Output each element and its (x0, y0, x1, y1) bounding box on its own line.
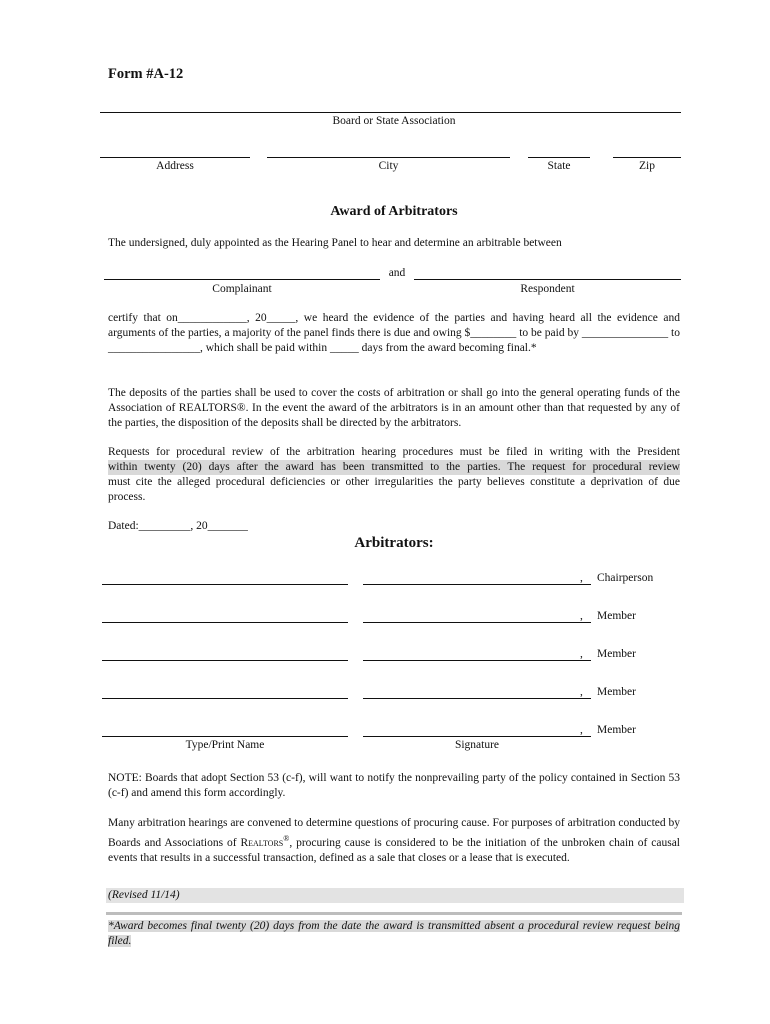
complainant-line[interactable] (104, 279, 380, 280)
form-number: Form #A-12 (108, 66, 184, 82)
dated-field: Dated:_________, 20_______ (108, 520, 248, 532)
deposits-paragraph: The deposits of the parties shall be used to cover the costs of arbitration or shall go into the general operating funds of the Association of REALTORS®. In the event the award of the arbitrators is in an amount other than that requested by any of the parties, the disposition of the deposits shall be directed by the arbitrators. (108, 387, 680, 429)
signature-label: Signature (454, 739, 500, 751)
procuring-text-2: , procuring cause is considered to be the initiation of the unbroken chain of causal events that results in a successful transaction, defined as a sale that closes or a lease that is executed. (108, 836, 680, 864)
procuring-cause-paragraph (108, 816, 680, 866)
footnote-divider (106, 912, 682, 915)
print-name-line[interactable] (102, 698, 348, 699)
registered-mark: ® (283, 834, 290, 843)
comma: , (580, 572, 583, 584)
arbitrators-title: Arbitrators: (354, 535, 434, 551)
print-name-line[interactable] (102, 736, 348, 737)
state-label: State (547, 160, 571, 172)
zip-line[interactable] (613, 157, 681, 158)
respondent-label: Respondent (520, 283, 575, 295)
role-member: Member (597, 724, 636, 736)
comma: , (580, 610, 583, 622)
realtors-mark: Realtors (240, 836, 284, 849)
review-rest: must cite the alleged procedural deficiencies or other irregularities the party believes constitute a deprivation of due process. (108, 476, 680, 503)
procuring-text-1: Many arbitration hearings are convened to determine questions of procuring cause. For purposes of arbitration conducted by Boards and Associations of (108, 817, 680, 849)
address-label: Address (156, 160, 194, 172)
print-name-line[interactable] (102, 660, 348, 661)
review-line-1: Requests for procedural review of the arbitration hearing procedures must be filed in writing with the President (108, 446, 680, 458)
comma: , (580, 648, 583, 660)
role-chairperson: Chairperson (597, 572, 654, 584)
board-association-line[interactable] (100, 112, 681, 113)
address-line[interactable] (100, 157, 250, 158)
note-paragraph: NOTE: Boards that adopt Section 53 (c-f), will want to notify the nonprevailing party of the policy contained in Section 53 (c-f) and amend this form accordingly. (108, 772, 680, 799)
footnote-text: *Award becomes final twenty (20) days from the date the award is transmitted absent a procedural review request being filed. (108, 920, 680, 947)
board-association-label: Board or State Association (332, 115, 456, 127)
role-member: Member (597, 648, 636, 660)
city-label: City (378, 160, 399, 172)
comma: , (580, 724, 583, 736)
state-line[interactable] (528, 157, 590, 158)
signature-line[interactable] (363, 736, 591, 737)
complainant-label: Complainant (212, 283, 272, 295)
signature-line[interactable] (363, 660, 591, 661)
print-name-line[interactable] (102, 622, 348, 623)
signature-line[interactable] (363, 584, 591, 585)
respondent-line[interactable] (414, 279, 681, 280)
signature-line[interactable] (363, 698, 591, 699)
city-line[interactable] (267, 157, 510, 158)
award-title: Award of Arbitrators (330, 204, 458, 219)
and-text: and (388, 267, 406, 279)
procedural-review-paragraph (108, 445, 680, 505)
comma: , (580, 686, 583, 698)
zip-label: Zip (639, 160, 655, 172)
role-member: Member (597, 686, 636, 698)
print-name-line[interactable] (102, 584, 348, 585)
revised-date: (Revised 11/14) (106, 888, 684, 903)
certify-paragraph: certify that on____________, 20_____, we heard the evidence of the parties and having heard all the evidence and arguments of the parties, a majority of the panel finds there is due and owing $________ to be paid by _______________ to ________________, which shall be paid within _____ days from the award becoming final.* (108, 312, 680, 354)
role-member: Member (597, 610, 636, 622)
footnote (108, 919, 680, 949)
signature-line[interactable] (363, 622, 591, 623)
type-print-name-label: Type/Print Name (185, 739, 265, 751)
intro-text: The undersigned, duly appointed as the Hearing Panel to hear and determine an arbitrable between (108, 237, 562, 249)
review-line-2-highlight: within twenty (20) days after the award has been transmitted to the parties. The request for procedural review (108, 461, 680, 473)
